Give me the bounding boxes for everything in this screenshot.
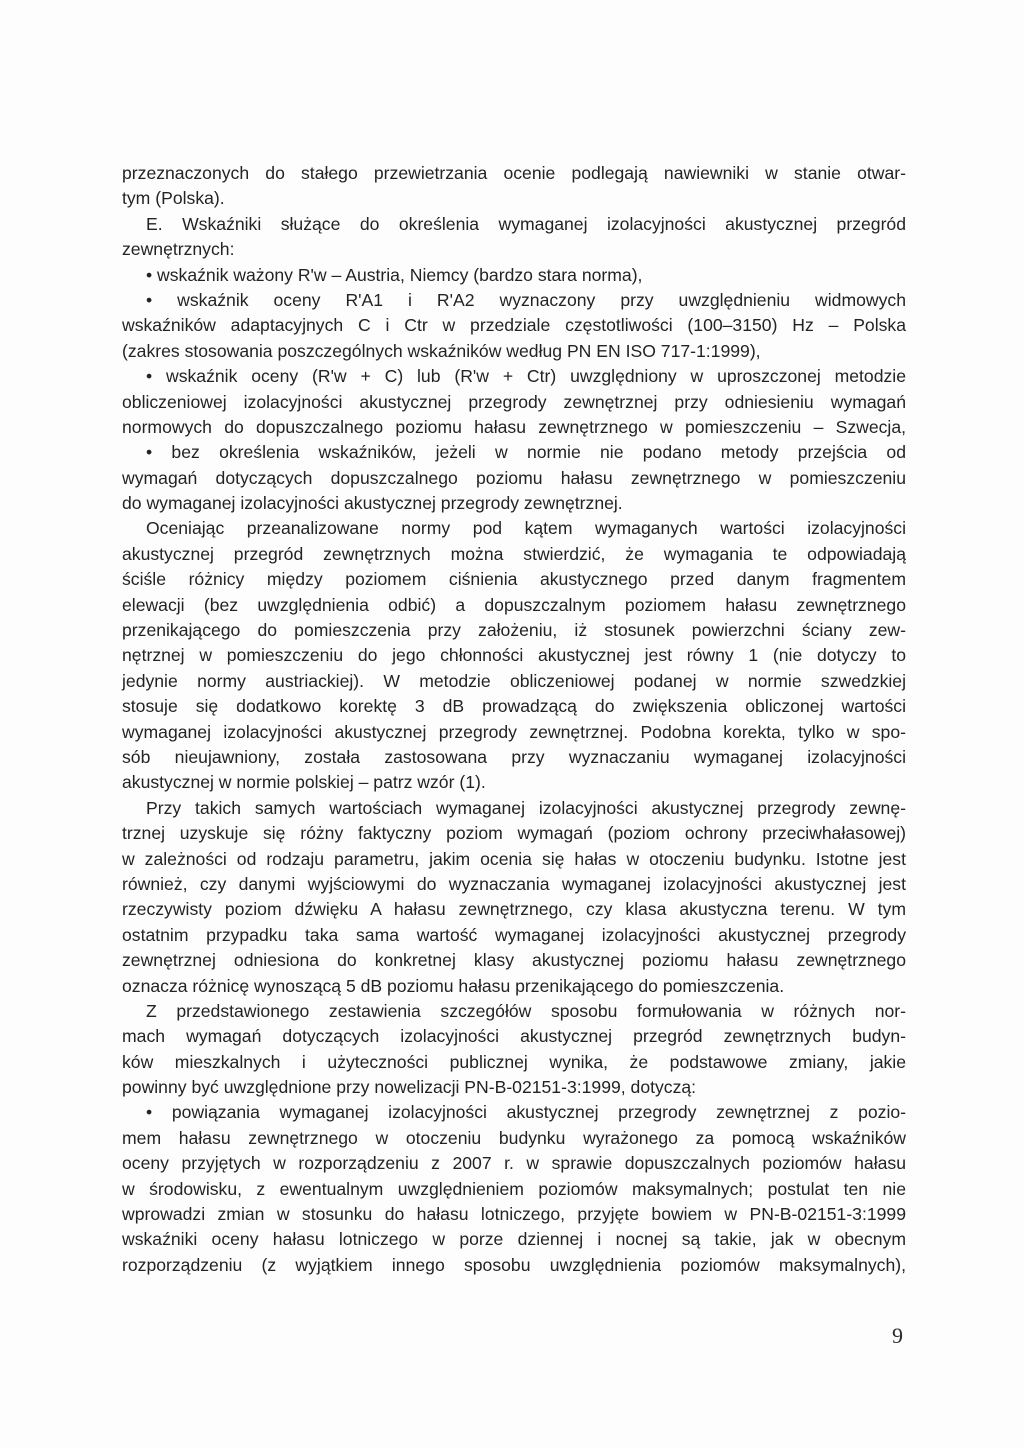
text-line: Przy takich samych wartościach wymaganej izolacyjności akustycznej przegrody zewnę- bbox=[146, 797, 906, 818]
text-line: wymagań dotyczących dopuszczalnego poziomu hałasu zewnętrznego w pomieszczeniu bbox=[122, 467, 906, 488]
text-line: wskaźników adaptacyjnych C i Ctr w przedziale częstotliwości (100–3150) Hz – Polska bbox=[122, 315, 906, 336]
text-line: rzeczywisty poziom dźwięku A hałasu zewnętrznego, czy klasa akustyczna terenu. W tym bbox=[122, 899, 906, 920]
text-line: jedynie normy austriackiej). W metodzie obliczeniowej podanej w normie szwedzkiej bbox=[122, 670, 906, 691]
body-text bbox=[122, 161, 906, 1278]
text-line: obliczeniowej izolacyjności akustycznej przegrody zewnętrznej przy odniesieniu wymagań bbox=[122, 391, 906, 412]
text-line: ściśle różnicy między poziomem ciśnienia akustycznego przed danym fragmentem bbox=[122, 569, 906, 590]
text-line: zewnętrznej odniesiona do konkretnej klasy akustycznej poziomu hałasu zewnętrznego bbox=[122, 950, 906, 971]
text-line: • wskaźnik ważony R'w – Austria, Niemcy (bardzo stara norma), bbox=[146, 264, 643, 285]
text-line: oceny przyjętych w rozporządzeniu z 2007 r. w sprawie dopuszczalnych poziomów hałasu bbox=[122, 1153, 906, 1174]
text-line: Oceniając przeanalizowane normy pod kątem wymaganych wartości izolacyjności bbox=[146, 518, 906, 539]
text-line: • wskaźnik oceny R'A1 i R'A2 wyznaczony przy uwzględnieniu widmowych bbox=[146, 289, 906, 310]
text-line: stosuje się dodatkowo korektę 3 dB prowadzącą do zwiększenia obliczonej wartości bbox=[122, 696, 906, 717]
text-line: tym (Polska). bbox=[122, 188, 225, 209]
text-line: ków mieszkalnych i użyteczności publicznej wynika, że podstawowe zmiany, jakie bbox=[122, 1051, 906, 1072]
text-line: do wymaganej izolacyjności akustycznej przegrody zewnętrznej. bbox=[122, 493, 623, 514]
text-line: sób nieujawniony, została zastosowana przy wyznaczaniu wymaganej izolacyjności bbox=[122, 746, 906, 767]
text-line: wskaźniki oceny hałasu lotniczego w porze dziennej i nocnej są takie, jak w obecnym bbox=[122, 1229, 906, 1250]
text-line: przenikającego do pomieszczenia przy założeniu, iż stosunek powierzchni ściany zew- bbox=[122, 620, 906, 641]
text-line: nętrznej w pomieszczeniu do jego chłonności akustycznej jest równy 1 (nie dotyczy to bbox=[122, 645, 906, 666]
page-number: 9 bbox=[892, 1323, 903, 1348]
text-line: rozporządzeniu (z wyjątkiem innego sposobu uwzględnienia poziomów maksymalnych), bbox=[122, 1254, 906, 1275]
text-line: powinny być uwzględnione przy nowelizacji PN-B-02151-3:1999, dotyczą: bbox=[122, 1077, 697, 1098]
text-line: mach wymagań dotyczących izolacyjności akustycznej przegród zewnętrznych budyn- bbox=[122, 1026, 906, 1047]
text-line: wymaganej izolacyjności akustycznej przegrody zewnętrznej. Podobna korekta, tylko w spo- bbox=[122, 721, 906, 742]
text-line: • powiązania wymaganej izolacyjności akustycznej przegrody zewnętrznej z pozio- bbox=[146, 1102, 906, 1123]
text-line: również, czy danymi wyjściowymi do wyznaczania wymaganej izolacyjności akustycznej jest bbox=[122, 873, 906, 894]
text-line: mem hałasu zewnętrznego w otoczeniu budynku wyrażonego za pomocą wskaźników bbox=[122, 1127, 906, 1148]
text-line: (zakres stosowania poszczególnych wskaźników według PN EN ISO 717-1:1999), bbox=[122, 340, 761, 361]
text-line: • bez określenia wskaźników, jeżeli w normie nie podano metody przejścia od bbox=[146, 442, 906, 463]
text-line: akustycznej przegród zewnętrznych można stwierdzić, że wymagania te odpowiadają bbox=[122, 543, 906, 564]
text-line: ostatnim przypadku taka sama wartość wymaganej izolacyjności akustycznej przegrody bbox=[122, 924, 906, 945]
text-line: przeznaczonych do stałego przewietrzania ocenie podlegają nawiewniki w stanie otwar- bbox=[122, 163, 906, 183]
text-line: w zależności od rodzaju parametru, jakim ocenia się hałas w otoczeniu budynku. Istotne jest bbox=[122, 848, 906, 869]
text-line: trznej uzyskuje się różny faktyczny poziom wymagań (poziom ochrony przeciwhałasowej) bbox=[122, 823, 906, 844]
text-line: elewacji (bez uwzględnienia odbić) a dopuszczalnym poziomem hałasu zewnętrznego bbox=[122, 594, 906, 615]
text-line: Z przedstawionego zestawienia szczegółów sposobu formułowania w różnych nor- bbox=[146, 1000, 906, 1021]
text-line: • wskaźnik oceny (R'w + C) lub (R'w + Ctr) uwzględniony w uproszczonej metodzie bbox=[146, 366, 906, 387]
text-line: zewnętrznych: bbox=[122, 239, 235, 260]
text-line: wprowadzi zmian w stosunku do hałasu lotniczego, przyjęte bowiem w PN-B-02151-3:1999 bbox=[122, 1204, 906, 1225]
text-line: E. Wskaźniki służące do określenia wymaganej izolacyjności akustycznej przegród bbox=[146, 213, 906, 234]
text-line: akustycznej w normie polskiej – patrz wzór (1). bbox=[122, 772, 486, 793]
text-line: oznacza różnicę wynoszącą 5 dB poziomu hałasu przenikającego do pomieszczenia. bbox=[122, 975, 785, 996]
text-line: w środowisku, z ewentualnym uwzględnieniem poziomów maksymalnych; postulat ten nie bbox=[122, 1178, 906, 1199]
text-line: normowych do dopuszczalnego poziomu hałasu zewnętrznego w pomieszczeniu – Szwecja, bbox=[122, 416, 906, 437]
